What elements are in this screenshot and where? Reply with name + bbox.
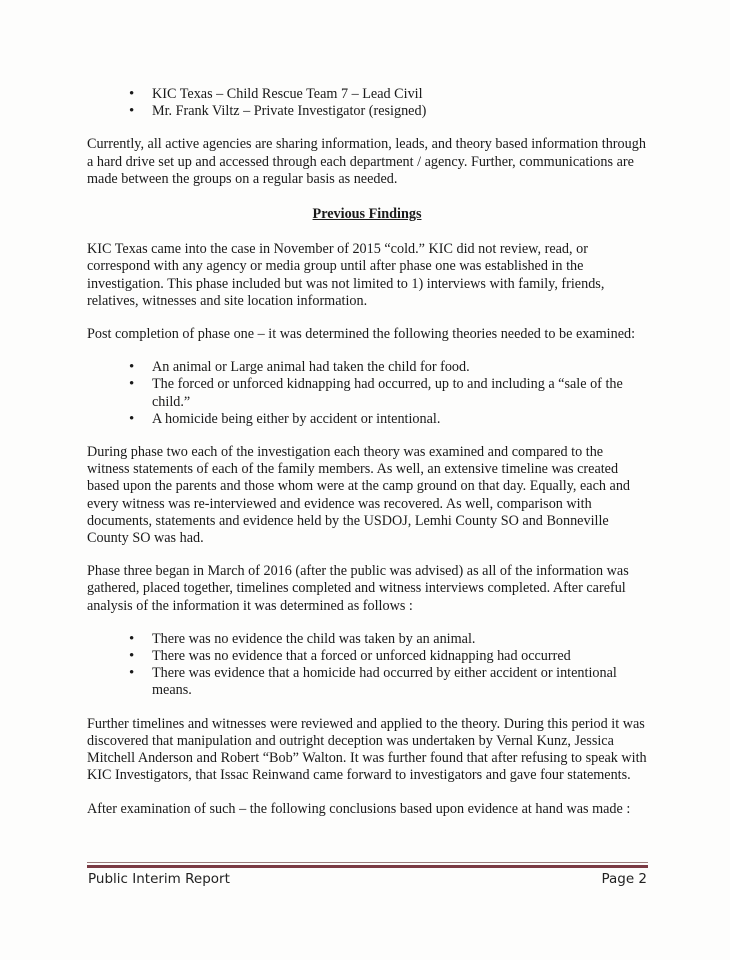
document-body [87,86,647,818]
list-item: • An animal or Large animal had taken the child for food. [129,359,647,376]
footer-page-number: Page 2 [601,871,647,887]
list-item: • The forced or unforced kidnapping had occurred, up to and including a “sale of the child.” [129,376,647,410]
agency-list [87,86,647,120]
paragraph-phase-two: During phase two each of the investigation each theory was examined and compared to the witness statements of each of the family members. As well, an extensive timeline was created based upon the parents and those whom were at the camp ground on that day. Equally, each and every witness was re-interviewed and evidence was recovered. As well, comparison with documents, statements and evidence held by the USDOJ, Lemhi County SO and Bonneville County SO was had. [87,444,631,547]
paragraph-post-phase-one: Post completion of phase one – it was determined the following theories needed to be examined: [87,326,636,343]
list-item: • There was no evidence that a forced or unforced kidnapping had occurred [129,648,647,665]
footer-divider-thin [87,862,648,863]
list-item: • KIC Texas – Child Rescue Team 7 – Lead Civil [129,86,647,103]
findings-list [87,631,647,700]
footer-report-title: Public Interim Report [88,871,230,887]
theories-list [87,359,647,428]
paragraph-further: Further timelines and witnesses were reviewed and applied to the theory. During this period it was discovered that manipulation and outright deception was undertaken by Vernal Kunz, Jessica Mitchell Anderson and Robert “Bob” Walton. It was further found that after refusing to speak with KIC Investigators, that Issac Reinwand came forward to investigators and gave four statements. [87,715,647,784]
list-item: • There was no evidence the child was taken by an animal. [129,631,647,648]
paragraph-after-examination: After examination of such – the following conclusions based upon evidence at hand was made : [87,800,631,817]
paragraph-phase-three: Phase three began in March of 2016 (after the public was advised) as all of the information was gathered, placed together, timelines completed and witness interviews completed. After careful analysis of the information it was determined as follows : [87,563,629,614]
list-item: • A homicide being either by accident or intentional. [129,411,647,428]
footer-divider-thick [87,865,648,868]
paragraph-sharing: Currently, all active agencies are sharing information, leads, and theory based information through a hard drive set up and accessed through each department / agency. Further, communications are made between the groups on a regular basis as needed. [87,136,646,187]
section-heading: Previous Findings [312,206,422,223]
list-item: • Mr. Frank Viltz – Private Investigator (resigned) [129,103,647,120]
paragraph-kic: KIC Texas came into the case in November of 2015 “cold.” KIC did not review, read, or correspond with any agency or media group until after phase one was established in the investigation. This phase included but was not limited to 1) interviews with family, friends, relatives, witnesses and site location information. [87,241,605,309]
list-item: • There was evidence that a homicide had occurred by either accident or intentional means. [129,665,647,699]
